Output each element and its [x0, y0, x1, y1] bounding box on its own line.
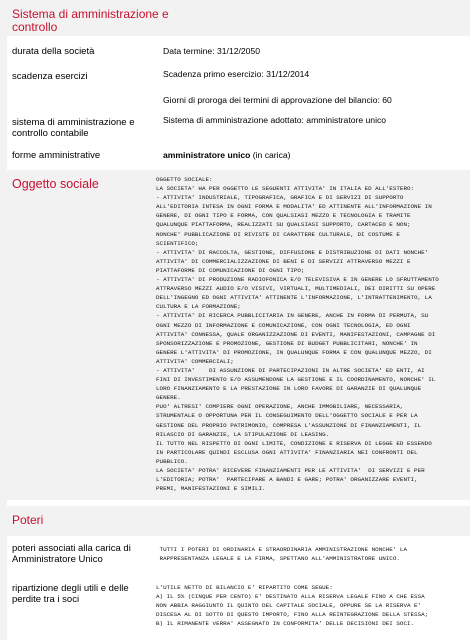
- text-line: DISCESA AL DI SOTTO DI QUESTO IMPORTO, FINO ALLA REINTEGRAZIONE DELLA STESSA;: [156, 611, 429, 619]
- text-line: STRUMENTALE O OPPORTUNA PER IL CONSEGUIMENTO DELL'OGGETTO SOCIALE E PER LA: [156, 412, 418, 420]
- text-line: L'UTILE NETTO DI BILANCIO E' RIPARTITO COME SEGUE:: [156, 584, 333, 591]
- row-label: forme amministrative: [12, 150, 101, 161]
- row-label-line: controllo contabile: [12, 128, 89, 139]
- row-durata: [7, 40, 470, 66]
- section-title-poteri: Poteri: [12, 513, 44, 527]
- text-line: GENERE.: [156, 394, 181, 402]
- row-label-line: Amministratore Unico: [12, 554, 103, 565]
- text-line: SPONSORIZZAZIONE E PROMOZIONE, GESTIONE DI BUDGET PUBBLICITARI, NONCHE' IN: [156, 339, 418, 347]
- row-label-line: ripartizione degli utili e delle: [12, 583, 129, 594]
- text-line: ATTIVITA' COMMERCIALI;: [156, 357, 234, 365]
- text-line: QUALUNQUE PIATTAFORMA, REALIZZATI SU QUALSIASI SUPPORTO, CARTACEO E NON;: [156, 221, 411, 229]
- section-title-line: controllo: [12, 20, 58, 34]
- text-line: NON ABBIA RAGGIUNTO IL QUINTO DEL CAPITALE SOCIALE, OPPURE SE LA RISERVA E': [156, 602, 422, 610]
- text-line: - ATTIVITA' DI RACCOLTA, GESTIONE, DIFFUSIONE E DISTRIBUZIONE DI DATI NONCHE': [156, 248, 429, 256]
- text-line: L'EDITORIA; POTRA' PARTECIPARE A BANDI E GARE; POTRA' ORGANIZZARE EVENTI,: [156, 476, 418, 484]
- text-line: NONCHE' PUBBLICAZIONE DI RIVISTE DI CARATTERE CULTURALE, DI COSTUME E: [156, 230, 400, 238]
- row-label: [12, 117, 135, 139]
- text-line: RILASCIO DI GARANZIE, LA STIPULAZIONE DI LEASING.: [156, 430, 330, 438]
- text-line: - ATTIVITA' DI PRODUZIONE RADIOFONICA E/O TELEVISIVA E IN GENERE LO SFRUTTAMENTO: [156, 276, 439, 284]
- text-line: - ATTIVITA' DI RICERCA PUBBLICITARIA IN GENERE, ANCHE IN FORMA DI PERMUTA, SU: [156, 312, 429, 320]
- row-value: Scadenza primo esercizio: 31/12/2014: [163, 69, 310, 79]
- text-line: OGNI MEZZO DI INFORMAZIONE E COMUNICAZIONE, CON OGNI TECNOLOGIA, ED OGNI: [156, 321, 411, 329]
- text-line: LORO FINANZIAMENTO E LA PRESTAZIONE IN LORO FAVORE DI GARANZIE DI QUALUNQUE: [156, 385, 422, 393]
- text-line: - ATTIVITA' DI ASSUNZIONE DI PARTECIPAZIONI IN ALTRE SOCIETA' ED ENTI, AI: [156, 366, 425, 374]
- text-line: - ATTIVITA' INDUSTRIALE, TIPOGRAFICA, GRAFICA E DI SERVIZI DI SUPPORTO: [156, 194, 404, 202]
- text-line: ATTRAVERSO MEZZI AUDIO E/O VISIVI, VIRTUALI, MULTIMEDIALI, DEI DIRITTI SU OPERE: [156, 285, 436, 293]
- text-line: RAPPRESENTANZA LEGALE E LA FIRMA, SPETTANO ALL'AMMINISTRATORE UNICO.: [156, 555, 400, 563]
- row-forme: [7, 146, 470, 168]
- text-line: PUO' ALTRESI' COMPIERE OGNI OPERAZIONE, ANCHE IMMOBILIARE, NECESSARIA,: [156, 403, 404, 411]
- row-value: Data termine: 31/12/2050: [163, 46, 260, 56]
- poteri-text: [156, 545, 461, 567]
- text-line: GENERE L'ATTIVITA' DI PROMOZIONE, IN QUALUNQUE FORMA E CON QUALUNQUE MEZZO, DI: [156, 348, 432, 356]
- text-line: CULTURA E LA FORMAZIONE;: [156, 303, 241, 311]
- text-line: LA SOCIETA' HA PER OGGETTO LE SEGUENTI ATTIVITA' IN ITALIA ED ALL'ESTERO:: [156, 185, 415, 193]
- section-title-admin: [12, 8, 169, 34]
- section-title-oggetto: Oggetto sociale: [12, 177, 99, 191]
- row-scadenza: [7, 66, 470, 92]
- row-label: [12, 583, 129, 605]
- row-value-bold: amministratore unico: [163, 150, 251, 160]
- row-sistema: [7, 114, 470, 146]
- text-line: OGGETTO SOCIALE:: [156, 176, 213, 183]
- text-line: GENERE, DI OGNI TIPO E FORMA, CON QUALSIASI MEZZO E TECNOLOGIA E TRAMITE: [156, 212, 411, 220]
- text-line: FINI DI INVESTIMENTO E/O ASSUMENDONE LA GESTIONE E IL COORDINAMENTO, NONCHE' IL: [156, 376, 436, 384]
- text-line: DELL'INGEGNO ED OGNI ATTIVITA' ATTINENTE L'INFORMAZIONE, L'INTRATTENIMENTO, LA: [156, 294, 432, 302]
- row-label: scadenza esercizi: [12, 71, 88, 82]
- text-line: B) IL RIMANENTE VERRA' ASSEGNATO IN CONFORMITA' DELLE DECISIONI DEI SOCI.: [156, 620, 415, 628]
- text-line: IL TUTTO NEL RISPETTO DI OGNI LIMITE, CONDIZIONE E RISERVA DI LEGGE ED ESSENDO: [156, 439, 432, 447]
- row-value-status: (in carica): [250, 150, 291, 160]
- row-label-line: poteri associati alla carica di: [12, 543, 131, 554]
- text-line: GESTIONE DEL PROPRIO PATRIMONIO, COMPRESA L'ASSUNZIONE DI FINANZIAMENTI, IL: [156, 421, 422, 429]
- row-value: [163, 150, 291, 161]
- text-line: LA SOCIETA' POTRA' RICEVERE FINANZIAMENTI PER LE ATTIVITA' DI SERVIZI E PER: [156, 467, 425, 474]
- text-line: SCIENTIFICO;: [156, 239, 199, 247]
- row-label: [12, 543, 131, 565]
- text-line: PUBBLICO.: [156, 457, 188, 465]
- text-line: PREMI, MANIFESTAZIONI E SIMILI.: [156, 485, 266, 493]
- text-line: ALL'EDITORIA INTESA IN OGNI FORMA E MODALITA' ED ATTINENTE ALL'INFORMAZIONE IN: [156, 203, 432, 211]
- row-value: Sistema di amministrazione adottato: amministratore unico: [163, 115, 387, 125]
- row-label-line: sistema di amministrazione e: [12, 117, 135, 128]
- text-line: A) IL 5% (CINQUE PER CENTO) E' DESTINATO ALLA RISERVA LEGALE FINO A CHE ESSA: [156, 593, 425, 601]
- text-line: ATTIVITA' DI COMMERCIALIZZAZIONE DI BENI E DI SERVIZI ATTRAVERSO MEZZI E: [156, 257, 411, 265]
- text-line: IN PARTICOLARE QUINDI ESCLUSA OGNI ATTIVITA' FINANZIARIA NEI CONFRONTI DEL: [156, 448, 418, 456]
- row-value: Giorni di proroga dei termini di approvazione del bilancio: 60: [163, 95, 392, 105]
- row-label: durata della società: [12, 46, 95, 57]
- section-header-admin: [7, 0, 470, 36]
- section-header-poteri: [7, 506, 470, 536]
- section-title-line: Sistema di amministrazione e: [12, 7, 169, 21]
- text-line: ATTIVITA' CONNESSA, QUALE ORGANIZZAZIONE DI EVENTI, MANIFESTAZIONI, CAMPAGNE DI: [156, 330, 436, 338]
- text-line: TUTTI I POTERI DI ORDINARIA E STRAORDINARIA AMMINISTRAZIONE NONCHE' LA: [156, 546, 407, 553]
- row-proroga: [7, 92, 470, 114]
- text-line: PIATTAFORME DI COMUNICAZIONE DI OGNI TIPO;: [156, 266, 305, 274]
- oggetto-sociale-text: [156, 175, 461, 497]
- ripartizione-text: [156, 583, 461, 639]
- row-label-line: perdite tra i soci: [12, 594, 80, 605]
